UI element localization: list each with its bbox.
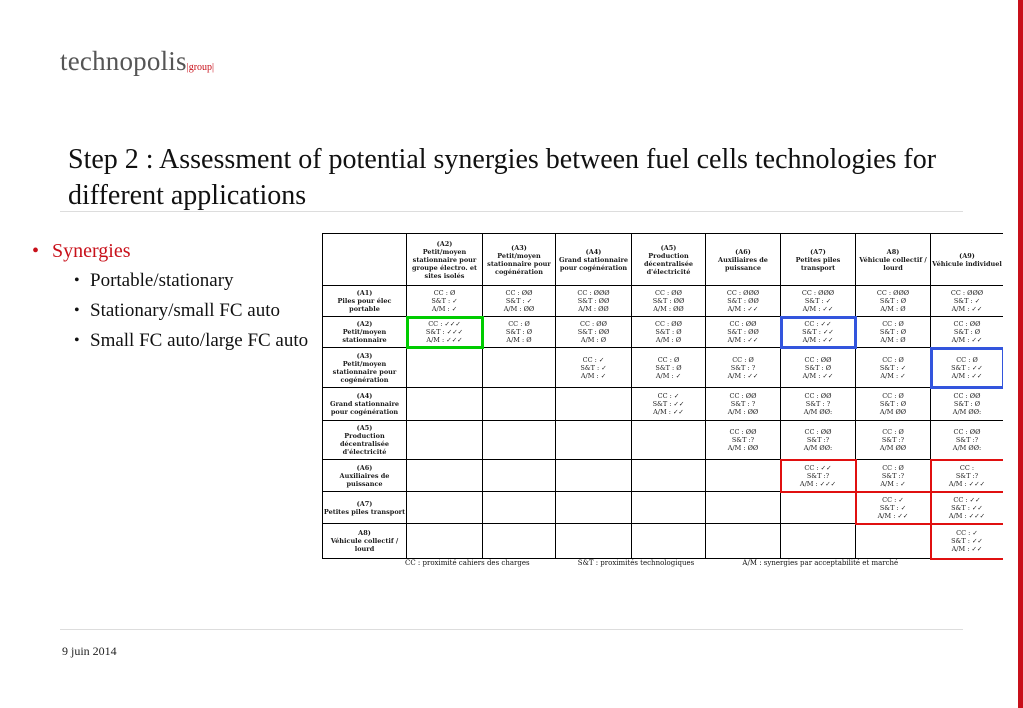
- table-cell: [632, 524, 706, 559]
- table-cell: [483, 388, 556, 421]
- bullet-synergies: • Synergies: [32, 240, 322, 263]
- table-cell: CC : ØØ S&T : Ø A/M : ✓✓: [931, 317, 1004, 348]
- row-header: (A1) Piles pour élec portable: [323, 286, 407, 317]
- table-row: [323, 388, 1004, 421]
- synergy-table: [322, 233, 1003, 559]
- table-cell: [407, 492, 483, 524]
- table-cell: CC : ØØ S&T : ØØ A/M : Ø: [556, 317, 632, 348]
- table-cell: [407, 388, 483, 421]
- table-cell: CC : ØØ S&T : ✓ A/M : ØØ: [483, 286, 556, 317]
- table-cell: CC : S&T :? A/M : ✓✓✓: [931, 460, 1004, 492]
- table-row: [323, 460, 1004, 492]
- row-header: (A5) Production décentralisée d'électricité: [323, 421, 407, 460]
- table-cell: CC : Ø S&T :? A/M : ✓: [856, 460, 931, 492]
- row-header: (A3) Petit/moyen stationnaire pour cogénération: [323, 348, 407, 388]
- col-header: (A2) Petit/moyen stationnaire pour groupe électro. et sites isolés: [407, 234, 483, 286]
- col-header: (A7) Petites piles transport: [781, 234, 856, 286]
- table-cell: CC : ØØ S&T :? A/M ØØ:: [781, 421, 856, 460]
- footer-divider: [60, 629, 963, 630]
- legend-am: A/M : synergies par acceptabilité et marché: [742, 559, 899, 567]
- table-cell: CC : Ø S&T : ? A/M : ✓✓: [706, 348, 781, 388]
- table-cell: CC : ØØ S&T : ØØ A/M : ØØ: [632, 286, 706, 317]
- bullet-portable-stationary: • Portable/stationary: [32, 269, 322, 293]
- table-cell: CC : ØØ S&T :? A/M : ØØ: [706, 421, 781, 460]
- table-cell: CC : ✓✓ S&T :? A/M : ✓✓✓: [781, 460, 856, 492]
- table-cell: CC : ØØ S&T : Ø A/M : ✓✓: [781, 348, 856, 388]
- table-cell: [632, 492, 706, 524]
- table-cell: CC : ✓ S&T : ✓ A/M : ✓✓: [856, 492, 931, 524]
- table-cell: CC : Ø S&T : ✓ A/M : ✓: [856, 348, 931, 388]
- col-header: A8) Véhicule collectif / lourd: [856, 234, 931, 286]
- table-cell: CC : ✓✓ S&T : ✓✓ A/M : ✓✓✓: [931, 492, 1004, 524]
- table-cell: [706, 460, 781, 492]
- table-cell: CC : ØØ S&T : ØØ A/M : ✓✓: [706, 317, 781, 348]
- table-legend: [405, 559, 1005, 567]
- table-cell: [856, 524, 931, 559]
- row-header: (A2) Petit/moyen stationnaire: [323, 317, 407, 348]
- table-cell: CC : ØØ S&T : Ø A/M : Ø: [632, 317, 706, 348]
- logo-text: technopolis: [60, 46, 187, 76]
- table-cell: CC : ØØØ S&T : ✓ A/M : ✓✓: [931, 286, 1004, 317]
- slide-title: Step 2 : Assessment of potential synergies between fuel cells technologies for different applications: [68, 144, 937, 211]
- table-cell: CC : ØØØ S&T : ØØ A/M : ØØ: [556, 286, 632, 317]
- table-cell: [483, 524, 556, 559]
- table-cell: CC : ✓ S&T : ✓✓ A/M : ✓✓: [931, 524, 1004, 559]
- table-cell: CC : Ø S&T :? A/M ØØ: [856, 421, 931, 460]
- table-cell: CC : ✓✓ S&T : ✓✓ A/M : ✓✓: [781, 317, 856, 348]
- title-divider: [60, 211, 963, 212]
- table-cell: [483, 348, 556, 388]
- table-cell: [407, 348, 483, 388]
- table-cell: [483, 460, 556, 492]
- table-cell: CC : ✓✓✓ S&T : ✓✓✓ A/M : ✓✓✓: [407, 317, 483, 348]
- row-header: A8) Véhicule collectif / lourd: [323, 524, 407, 559]
- table-cell: CC : Ø S&T : Ø A/M : Ø: [856, 317, 931, 348]
- table-row: [323, 348, 1004, 388]
- table-cell: CC : Ø S&T : ✓ A/M : ✓: [407, 286, 483, 317]
- table-cell: CC : ØØ S&T : ? A/M : ØØ: [706, 388, 781, 421]
- table-cell: [556, 421, 632, 460]
- table-cell: [781, 492, 856, 524]
- table-cell: CC : Ø S&T : ✓✓ A/M : ✓✓: [931, 348, 1004, 388]
- right-accent-bar: [1018, 0, 1023, 708]
- table-cell: [407, 460, 483, 492]
- row-header: (A4) Grand stationnaire pour cogénération: [323, 388, 407, 421]
- table-cell: CC : Ø S&T : Ø A/M ØØ: [856, 388, 931, 421]
- table-row: [323, 524, 1004, 559]
- table-cell: CC : ØØØ S&T : ØØ A/M : ✓✓: [706, 286, 781, 317]
- table-row: [323, 317, 1004, 348]
- col-header: (A9) Véhicule individuel: [931, 234, 1004, 286]
- table-row: [323, 492, 1004, 524]
- table-cell: [556, 492, 632, 524]
- table-cell: CC : ØØ S&T : ? A/M ØØ:: [781, 388, 856, 421]
- synergy-matrix: [322, 233, 1003, 567]
- bullet-list: [32, 240, 322, 359]
- logo-group: |group|: [186, 62, 215, 73]
- table-cell: [706, 492, 781, 524]
- col-header: (A6) Auxiliaires de puissance: [706, 234, 781, 286]
- table-cell: CC : Ø S&T : Ø A/M : Ø: [483, 317, 556, 348]
- table-cell: [556, 460, 632, 492]
- technopolis-logo: [60, 46, 214, 77]
- table-cell: CC : ØØØ S&T : ✓ A/M : ✓✓: [781, 286, 856, 317]
- table-cell: CC : ✓ S&T : ✓ A/M : ✓: [556, 348, 632, 388]
- table-cell: CC : Ø S&T : Ø A/M : ✓: [632, 348, 706, 388]
- table-row: [323, 286, 1004, 317]
- table-cell: [407, 524, 483, 559]
- table-cell: [556, 388, 632, 421]
- table-cell: CC : ØØØ S&T : Ø A/M : Ø: [856, 286, 931, 317]
- table-cell: [483, 421, 556, 460]
- table-cell: [483, 492, 556, 524]
- bullet-small-large-fc: • Small FC auto/large FC auto: [32, 329, 322, 353]
- col-header: (A3) Petit/moyen stationnaire pour cogénération: [483, 234, 556, 286]
- slide-date: 9 juin 2014: [62, 644, 117, 658]
- corner-cell: [323, 234, 407, 286]
- bullet-stationary-small-fc: • Stationary/small FC auto: [32, 299, 322, 323]
- table-row: [323, 421, 1004, 460]
- table-cell: CC : ØØ S&T : Ø A/M ØØ:: [931, 388, 1004, 421]
- table-cell: [407, 421, 483, 460]
- legend-cc: CC : proximité cahiers des charges: [405, 559, 530, 567]
- table-cell: [706, 524, 781, 559]
- row-header: (A6) Auxiliaires de puissance: [323, 460, 407, 492]
- table-cell: [632, 460, 706, 492]
- legend-st: S&T : proximités technologiques: [577, 559, 695, 567]
- table-cell: [781, 524, 856, 559]
- table-cell: CC : ✓ S&T : ✓✓ A/M : ✓✓: [632, 388, 706, 421]
- table-cell: [632, 421, 706, 460]
- table-cell: [556, 524, 632, 559]
- table-cell: CC : ØØ S&T :? A/M ØØ:: [931, 421, 1004, 460]
- row-header: (A7) Petites piles transport: [323, 492, 407, 524]
- col-header: (A4) Grand stationnaire pour cogénération: [556, 234, 632, 286]
- col-header: (A5) Production décentralisée d'électricité: [632, 234, 706, 286]
